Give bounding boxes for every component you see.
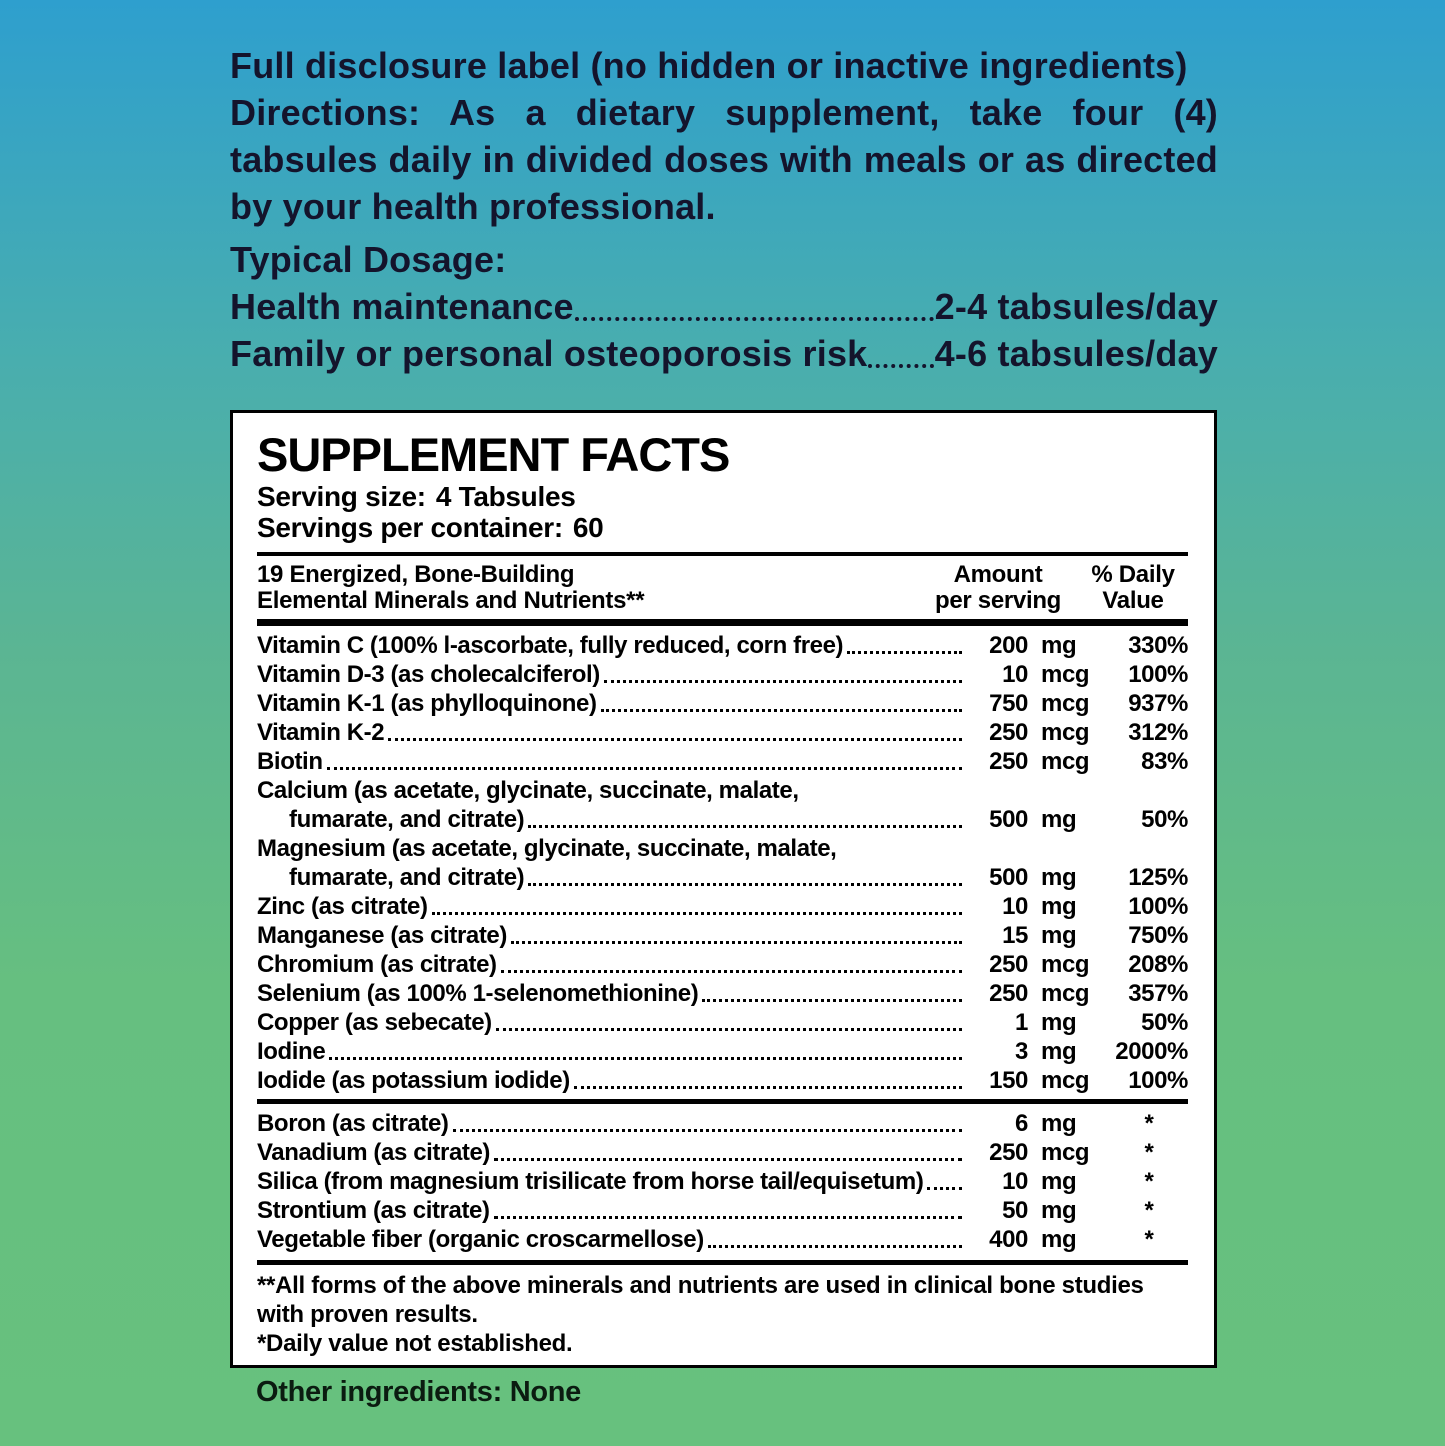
amount-value: 10: [1002, 893, 1028, 920]
amount-unit: mg: [1041, 1110, 1077, 1137]
amount-unit: mcg: [1041, 661, 1090, 688]
leader-dots: [329, 1057, 962, 1060]
amount-value: 400: [989, 1226, 1028, 1253]
footnote-clinical: **All forms of the above minerals and nutrients are used in clinical bone studies with proven results.: [257, 1272, 1144, 1328]
leader-dots: [702, 999, 962, 1002]
leader-dots: [388, 738, 962, 741]
daily-value: 208%: [1128, 951, 1188, 978]
directions-label: Directions:: [230, 92, 421, 133]
amount-value: 250: [989, 951, 1028, 978]
amount-unit: mg: [1041, 632, 1077, 659]
serving-size-value: 4 Tabsules: [435, 481, 576, 512]
daily-value: 50%: [1141, 806, 1188, 833]
leader-dots: [432, 912, 962, 915]
daily-value: 100%: [1128, 893, 1188, 920]
leader-dots: [501, 970, 962, 973]
rule-under-servings: [257, 552, 1188, 556]
amount-value: 10: [1002, 661, 1028, 688]
leader-dots: [496, 1028, 962, 1031]
amount-unit: mg: [1041, 1168, 1077, 1195]
table-row: [257, 1138, 1188, 1167]
nutrient-name: Vanadium (as citrate): [257, 1139, 491, 1166]
amount-value: 6: [1015, 1110, 1028, 1137]
nutrient-name: fumarate, and citrate): [289, 806, 525, 833]
nutrient-name: Vitamin K-1 (as phylloquinone): [257, 690, 597, 717]
amount-header-line1: Amount: [953, 561, 1043, 588]
amount-value: 15: [1002, 922, 1028, 949]
leader-dots: [604, 680, 962, 683]
amount-unit: mg: [1041, 1009, 1077, 1036]
amount-value: 250: [989, 748, 1028, 775]
nutrient-name: Boron (as citrate): [257, 1110, 449, 1137]
daily-value: *: [1144, 1226, 1154, 1253]
nutrient-name: fumarate, and citrate): [289, 864, 525, 891]
amount-unit: mcg: [1041, 951, 1090, 978]
servings-value: 60: [572, 512, 604, 543]
footnotes-block: [257, 1271, 1188, 1358]
nutrient-name-line1: Magnesium (as acetate, glycinate, succinate, malate,: [257, 835, 837, 862]
daily-value: 100%: [1128, 661, 1188, 688]
nutrient-name: Strontium (as citrate): [257, 1197, 490, 1224]
amount-unit: mg: [1041, 806, 1077, 833]
amount-header-line2: per serving: [934, 587, 1062, 614]
panel-title: SUPPLEMENT FACTS: [257, 428, 730, 481]
servings-label: Servings per container:: [257, 512, 563, 543]
nutrient-name: Vitamin D-3 (as cholecalciferol): [257, 661, 600, 688]
dosage-value: 2-4 tabsules/day: [934, 286, 1218, 327]
dosage-row: [230, 330, 1218, 377]
nutrient-name: Iodide (as potassium iodide): [257, 1067, 570, 1094]
table-row: [257, 1037, 1188, 1066]
amount-unit: mcg: [1041, 1139, 1090, 1166]
leader-dots: [868, 364, 933, 368]
amount-value: 1: [1015, 1009, 1028, 1036]
header-left-line1: 19 Energized, Bone-Building: [257, 561, 575, 588]
amount-value: 150: [989, 1067, 1028, 1094]
nutrient-rows-main: [257, 631, 1188, 1095]
rule-above-footnotes: [257, 1260, 1188, 1265]
daily-value: 312%: [1128, 719, 1188, 746]
daily-value: 50%: [1141, 1009, 1188, 1036]
nutrient-name: Vitamin K-2: [257, 719, 385, 746]
nutrient-name: Biotin: [257, 748, 323, 775]
leader-dots: [511, 941, 962, 944]
amount-unit: mg: [1041, 1197, 1077, 1224]
directions-text: As a dietary supplement, take four (4) tabsules daily in divided doses with meals or as directed by your health professional.: [230, 92, 1218, 227]
table-row: [257, 921, 1188, 950]
nutrient-name: Vegetable fiber (organic croscarmellose): [257, 1226, 704, 1253]
leader-dots: [847, 651, 962, 654]
servings-per-container-line: [257, 512, 1188, 543]
amount-unit: mcg: [1041, 690, 1090, 717]
nutrient-name: Manganese (as citrate): [257, 922, 507, 949]
amount-unit: mg: [1041, 1038, 1077, 1065]
nutrient-name: Silica (from magnesium trisilicate from horse tail/equisetum): [257, 1168, 924, 1195]
serving-size-label: Serving size:: [257, 481, 426, 512]
leader-dots: [453, 1129, 962, 1132]
amount-value: 10: [1002, 1168, 1028, 1195]
amount-unit: mcg: [1041, 1067, 1090, 1094]
table-row: [257, 1008, 1188, 1037]
leader-dots: [528, 825, 962, 828]
amount-value: 750: [989, 690, 1028, 717]
table-row: [257, 660, 1188, 689]
daily-value: 750%: [1128, 922, 1188, 949]
daily-value: 937%: [1128, 690, 1188, 717]
dosage-value: 4-6 tabsules/day: [934, 333, 1218, 374]
daily-value: 330%: [1128, 632, 1188, 659]
nutrient-name-line1: Calcium (as acetate, glycinate, succinate, malate,: [257, 777, 799, 804]
nutrient-name: Vitamin C (100% l-ascorbate, fully reduced, corn free): [257, 632, 844, 659]
table-row: [257, 863, 1188, 892]
serving-size-line: [257, 481, 1188, 512]
nutrient-name: Chromium (as citrate): [257, 951, 497, 978]
full-disclosure-line: Full disclosure label (no hidden or inactive ingredients): [230, 45, 1188, 86]
table-row: [257, 1066, 1188, 1095]
leader-dots: [575, 317, 934, 321]
directions-paragraph: [230, 89, 1218, 230]
leader-dots: [708, 1245, 962, 1248]
dv-header-line1: % Daily: [1091, 561, 1175, 588]
amount-value: 250: [989, 1139, 1028, 1166]
rule-between-sections: [257, 1099, 1188, 1104]
amount-value: 250: [989, 980, 1028, 1007]
daily-value: 2000%: [1115, 1038, 1188, 1065]
table-row: [257, 950, 1188, 979]
daily-value: 100%: [1128, 1067, 1188, 1094]
amount-unit: mg: [1041, 893, 1077, 920]
top-text-block: [230, 42, 1218, 377]
table-header-left: [257, 562, 918, 614]
typical-dosage-heading: Typical Dosage:: [230, 239, 507, 280]
table-header: [257, 562, 1188, 614]
dosage-row: [230, 283, 1218, 330]
leader-dots: [528, 883, 962, 886]
leader-dots: [327, 767, 962, 770]
amount-unit: mg: [1041, 1226, 1077, 1253]
nutrient-name: Iodine: [257, 1038, 326, 1065]
table-row: [257, 1225, 1188, 1254]
amount-column-header: [918, 562, 1078, 614]
amount-value: 3: [1015, 1038, 1028, 1065]
header-left-line2: Elemental Minerals and Nutrients**: [257, 587, 645, 614]
table-row: [257, 805, 1188, 834]
dosage-label: Family or personal osteoporosis risk: [230, 333, 868, 374]
table-row: [257, 689, 1188, 718]
daily-value: 125%: [1128, 864, 1188, 891]
nutrient-name: Zinc (as citrate): [257, 893, 428, 920]
daily-value: *: [1144, 1110, 1154, 1137]
table-row: [257, 892, 1188, 921]
table-row: [257, 631, 1188, 660]
dv-header-line2: Value: [1102, 587, 1164, 614]
supplement-facts-panel: [230, 410, 1217, 1368]
table-row: [257, 747, 1188, 776]
table-row: [257, 1109, 1188, 1138]
footnote-daily-value: *Daily value not established.: [257, 1330, 573, 1357]
amount-value: 500: [989, 864, 1028, 891]
leader-dots: [927, 1187, 962, 1190]
rule-under-header: [257, 619, 1188, 626]
table-row: [257, 1196, 1188, 1225]
table-row: [257, 979, 1188, 1008]
daily-value: *: [1144, 1168, 1154, 1195]
daily-value: *: [1144, 1197, 1154, 1224]
daily-value: 83%: [1141, 748, 1188, 775]
daily-value: 357%: [1128, 980, 1188, 1007]
table-row: [257, 718, 1188, 747]
amount-value: 50: [1002, 1197, 1028, 1224]
amount-unit: mcg: [1041, 980, 1090, 1007]
amount-value: 250: [989, 719, 1028, 746]
leader-dots: [574, 1086, 962, 1089]
amount-unit: mg: [1041, 864, 1077, 891]
leader-dots: [494, 1216, 962, 1219]
other-ingredients-line: Other ingredients: None: [256, 1376, 582, 1408]
amount-unit: mg: [1041, 922, 1077, 949]
daily-value-column-header: [1078, 562, 1188, 614]
leader-dots: [601, 709, 962, 712]
nutrient-rows-no-dv: [257, 1109, 1188, 1254]
table-row: [257, 1167, 1188, 1196]
amount-value: 500: [989, 806, 1028, 833]
dosage-label: Health maintenance: [230, 286, 574, 327]
leader-dots: [494, 1158, 962, 1161]
daily-value: *: [1144, 1139, 1154, 1166]
amount-unit: mcg: [1041, 719, 1090, 746]
amount-unit: mcg: [1041, 748, 1090, 775]
dosage-rows: [230, 283, 1218, 377]
nutrient-name: Copper (as sebecate): [257, 1009, 492, 1036]
nutrient-name: Selenium (as 100% 1-selenomethionine): [257, 980, 699, 1007]
amount-value: 200: [989, 632, 1028, 659]
